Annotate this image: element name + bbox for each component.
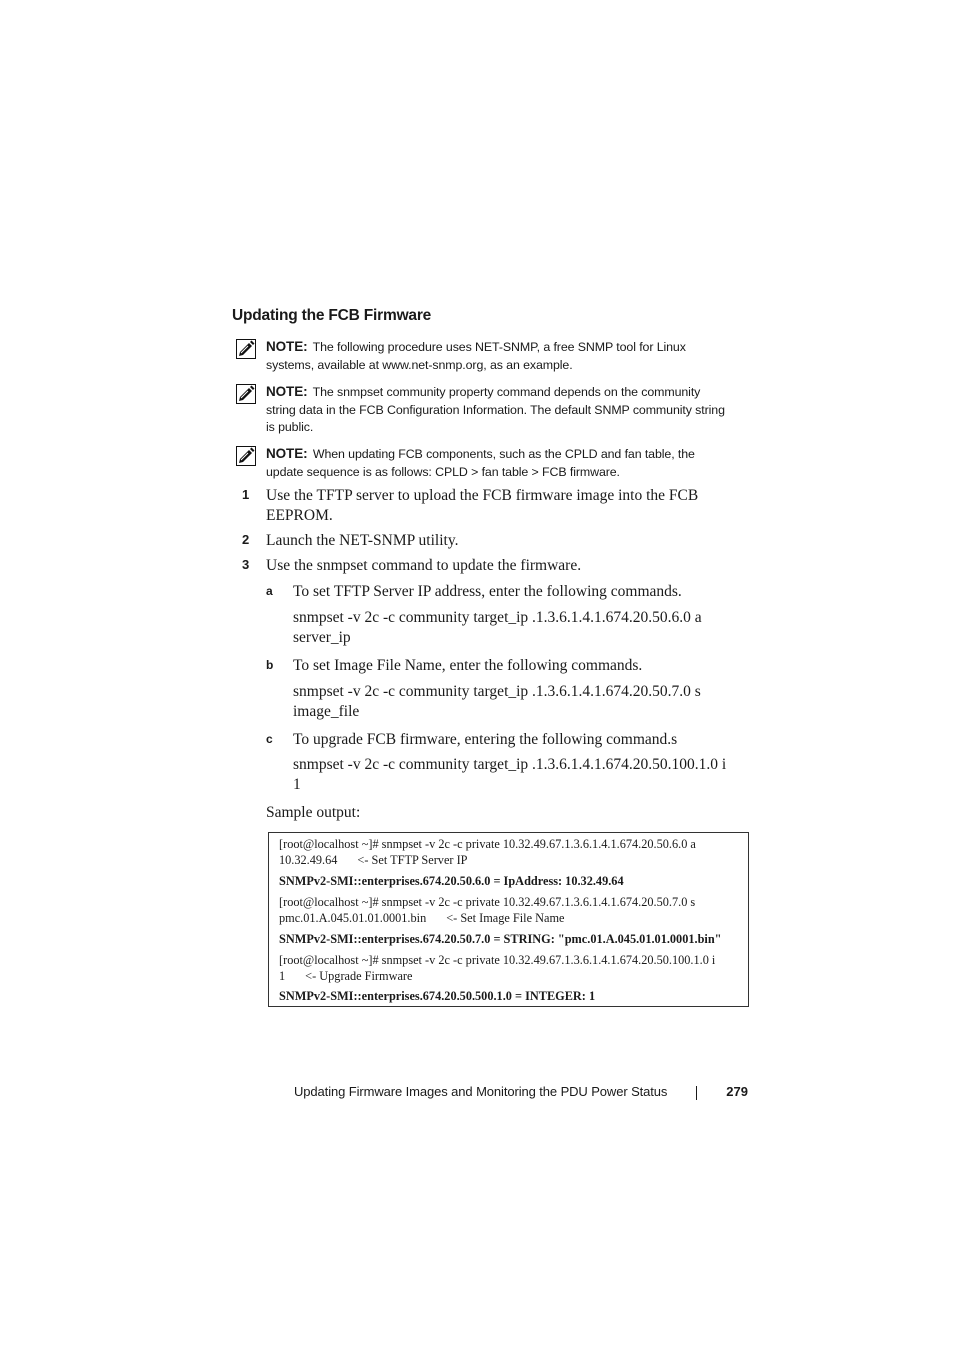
note-3	[236, 445, 726, 481]
output-result-line: SNMPv2-SMI::enterprises.674.20.50.6.0 = IpAddress: 10.32.49.64	[279, 874, 624, 888]
note-pencil-icon	[236, 339, 256, 359]
substep-text: To set Image File Name, enter the following commands.	[293, 657, 643, 674]
note-label: NOTE:	[266, 384, 308, 399]
note-pencil-icon	[236, 446, 256, 466]
step-number: 1	[242, 487, 250, 502]
substep-letter: b	[266, 658, 274, 672]
output-command-line: [root@localhost ~]# snmpset -v 2c -c private 10.32.49.67.1.3.6.1.4.1.674.20.50.7.0 s pmc.01.A.045.01.01.0001.bin <- Set Image File Name	[279, 895, 696, 925]
note-label: NOTE:	[266, 339, 308, 354]
step-text: Use the TFTP server to upload the FCB firmware image into the FCB EEPROM.	[266, 487, 699, 524]
note-pencil-icon	[236, 384, 256, 404]
page-number: 279	[726, 1084, 748, 1099]
step-text: Use the snmpset command to update the firmware.	[266, 557, 582, 574]
step-text: Launch the NET-SNMP utility.	[266, 532, 459, 549]
substep-b	[266, 656, 716, 676]
note-text: The snmpset community property command depends on the community string data in the FCB Configuration Information. The default SNMP community string is public.	[266, 385, 725, 434]
substep-letter: c	[266, 732, 273, 746]
output-command-line: [root@localhost ~]# snmpset -v 2c -c private 10.32.49.67.1.3.6.1.4.1.674.20.50.100.1.0 i 1 <- Upgrade Firmware	[279, 953, 716, 983]
step-2	[242, 531, 732, 551]
substep-text: To set TFTP Server IP address, enter the following commands.	[293, 583, 682, 600]
command-b: snmpset -v 2c -c community target_ip .1.3.6.1.4.1.674.20.50.7.0 s image_file	[293, 683, 701, 720]
sample-output-box	[268, 832, 749, 1007]
note-text: The following procedure uses NET-SNMP, a free SNMP tool for Linux systems, available at www.net-snmp.org, as an example.	[266, 340, 686, 372]
section-heading: Updating the FCB Firmware	[232, 307, 432, 324]
step-number: 3	[242, 557, 250, 572]
command-c: snmpset -v 2c -c community target_ip .1.3.6.1.4.1.674.20.50.100.1.0 i 1	[293, 756, 727, 793]
output-command-line: [root@localhost ~]# snmpset -v 2c -c private 10.32.49.67.1.3.6.1.4.1.674.20.50.6.0 a 10.32.49.64 <- Set TFTP Server IP	[279, 837, 696, 867]
step-1	[242, 486, 732, 525]
note-text: When updating FCB components, such as the CPLD and fan table, the update sequence is as follows: CPLD > fan table > FCB firmware.	[266, 447, 695, 479]
note-2	[236, 383, 726, 437]
step-3	[242, 556, 732, 576]
note-label: NOTE:	[266, 446, 308, 461]
substep-a	[266, 582, 716, 602]
substep-letter: a	[266, 584, 273, 598]
output-result-line: SNMPv2-SMI::enterprises.674.20.50.500.1.0 = INTEGER: 1	[279, 989, 596, 1003]
step-number: 2	[242, 532, 250, 547]
page-footer	[294, 1084, 750, 1104]
footer-chapter-title: Updating Firmware Images and Monitoring the PDU Power Status	[294, 1084, 668, 1099]
substep-c	[266, 730, 716, 750]
footer-separator	[696, 1086, 697, 1100]
command-a: snmpset -v 2c -c community target_ip .1.3.6.1.4.1.674.20.50.6.0 a server_ip	[293, 609, 702, 646]
note-1	[236, 338, 726, 374]
output-result-line: SNMPv2-SMI::enterprises.674.20.50.7.0 = STRING: "pmc.01.A.045.01.01.0001.bin"	[279, 932, 722, 946]
substep-text: To upgrade FCB firmware, entering the following command.s	[293, 731, 678, 748]
sample-output-label: Sample output:	[266, 804, 361, 821]
